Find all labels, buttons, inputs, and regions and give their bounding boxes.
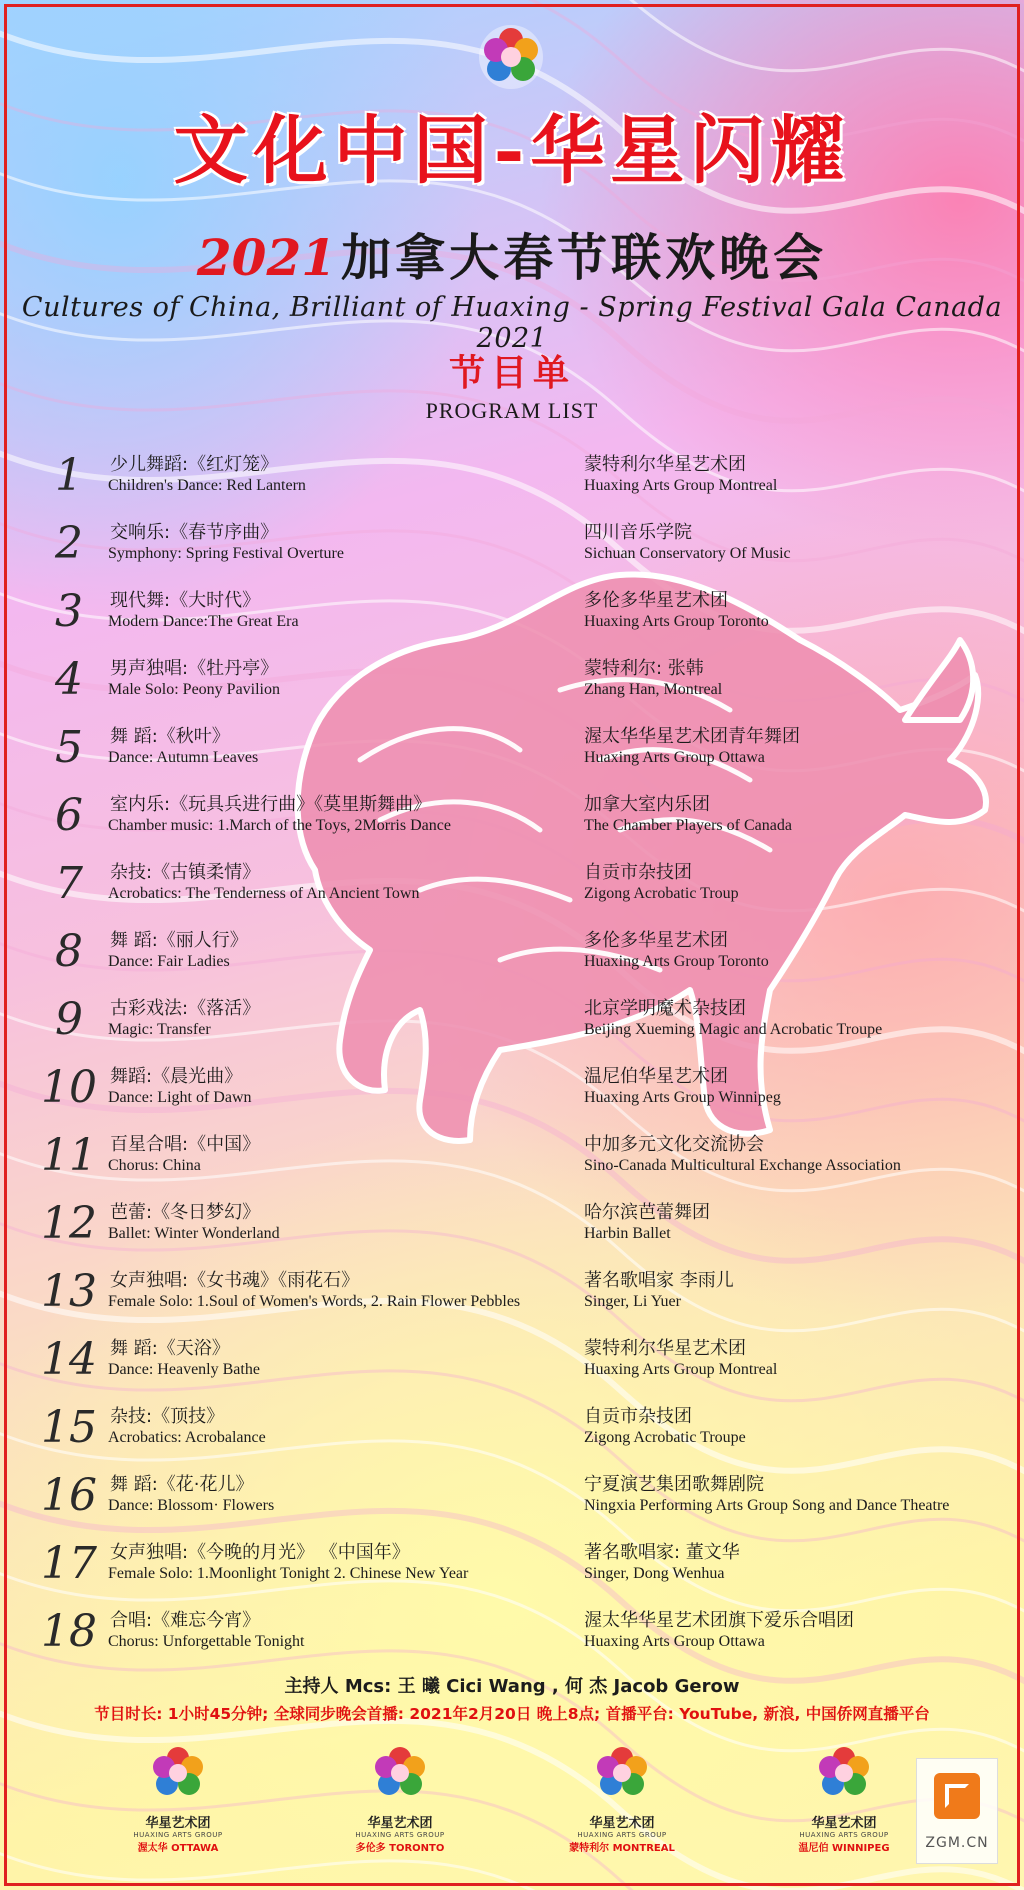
item-title-en: Dance: Light of Dawn: [108, 1089, 252, 1106]
org-subtitle: HUAXING ARTS GROUP: [799, 1831, 889, 1839]
item-title-cn: 杂技:《古镇柔情》: [110, 862, 261, 883]
watermark-text: ZGM.CN: [925, 1835, 989, 1851]
item-title-cn: 舞 蹈:《花·花儿》: [110, 1474, 254, 1495]
program-title-cn: 节目单: [448, 353, 575, 394]
item-number: 1: [55, 450, 83, 501]
item-performer-cn: 四川音乐学院: [584, 522, 692, 543]
item-number: 6: [55, 790, 83, 841]
item-performer-cn: 中加多元文化交流协会: [584, 1134, 764, 1155]
item-title-en: Dance: Autumn Leaves: [108, 749, 259, 766]
item-performer-en: Huaxing Arts Group Montreal: [584, 1361, 778, 1378]
org-city: 多伦多 TORONTO: [355, 1843, 445, 1854]
item-title-cn: 舞蹈:《晨光曲》: [110, 1066, 243, 1087]
organizer-logo: [562, 1742, 682, 1854]
item-performer-en: Huaxing Arts Group Toronto: [584, 613, 769, 630]
item-number: 12: [41, 1198, 97, 1249]
org-city: 温尼伯 WINNIPEG: [798, 1843, 890, 1854]
item-title-en: Symphony: Spring Festival Overture: [108, 545, 344, 562]
item-performer-cn: 蒙特利尔华星艺术团: [584, 454, 746, 475]
item-number: 14: [41, 1334, 97, 1385]
hosts-line: 主持人 Mcs: 王 曦 Cici Wang , 何 杰 Jacob Gerow: [284, 1676, 740, 1697]
item-performer-cn: 蒙特利尔: 张韩: [584, 658, 704, 679]
program-item: [0, 924, 1024, 984]
item-performer-en: Huaxing Arts Group Ottawa: [584, 1633, 765, 1650]
item-performer-cn: 渥太华华星艺术团旗下爱乐合唱团: [584, 1610, 854, 1631]
program-item: [0, 448, 1024, 508]
item-performer-cn: 北京学明魔术杂技团: [584, 998, 746, 1019]
item-title-en: Children's Dance: Red Lantern: [108, 477, 306, 494]
item-title-en: Modern Dance:The Great Era: [108, 613, 299, 630]
org-city: 渥太华 OTTAWA: [137, 1843, 219, 1854]
item-number: 2: [55, 518, 83, 569]
item-performer-en: The Chamber Players of Canada: [584, 817, 792, 834]
item-title-cn: 芭蕾:《冬日梦幻》: [110, 1202, 261, 1223]
item-title-cn: 舞 蹈:《秋叶》: [110, 726, 230, 747]
program-item: [0, 1264, 1024, 1324]
program-item: [0, 1604, 1024, 1664]
item-title-cn: 舞 蹈:《丽人行》: [110, 930, 248, 951]
item-title-en: Acrobatics: The Tenderness of An Ancient Town: [108, 885, 420, 902]
item-number: 7: [55, 858, 83, 909]
org-subtitle: HUAXING ARTS GROUP: [355, 1831, 445, 1839]
org-name: 华星艺术团: [589, 1816, 655, 1831]
item-title-cn: 合唱:《难忘今宵》: [110, 1610, 261, 1631]
item-title-cn: 女声独唱:《今晚的月光》 《中国年》: [110, 1542, 410, 1563]
org-city: 蒙特利尔 MONTREAL: [569, 1843, 675, 1854]
item-performer-en: Zhang Han, Montreal: [584, 681, 723, 698]
subtitle-gala: 加拿大春节联欢晚会: [341, 228, 828, 287]
item-number: 3: [55, 586, 83, 637]
item-title-cn: 室内乐:《玩具兵进行曲》《莫里斯舞曲》: [110, 794, 432, 815]
peony-flower-icon: [813, 1742, 875, 1804]
item-performer-cn: 多伦多华星艺术团: [584, 930, 728, 951]
item-performer-en: Zigong Acrobatic Troupe: [584, 1429, 746, 1446]
organizer-logo: [784, 1742, 904, 1854]
english-title: Cultures of China, Brilliant of Huaxing - Spring Festival Gala Canada 2021: [21, 292, 1003, 354]
broadcast-info: 节目时长: 1小时45分钟; 全球同步晚会首播: 2021年2月20日 晚上8点; 首播平台: YouTube, 新浪, 中国侨网直播平台: [94, 1705, 930, 1723]
item-number: 11: [41, 1130, 97, 1181]
program-item: [0, 1400, 1024, 1460]
program-item: [0, 1468, 1024, 1528]
item-title-en: Chorus: Unforgettable Tonight: [108, 1633, 305, 1650]
item-number: 15: [41, 1402, 97, 1453]
item-number: 5: [55, 722, 83, 773]
item-performer-cn: 自贡市杂技团: [584, 862, 692, 883]
program-title-en: PROGRAM LIST: [425, 398, 599, 423]
peony-flower-icon: [591, 1742, 653, 1804]
item-number: 17: [41, 1538, 97, 1589]
item-performer-cn: 哈尔滨芭蕾舞团: [584, 1202, 710, 1223]
org-subtitle: HUAXING ARTS GROUP: [577, 1831, 667, 1839]
program-item: [0, 516, 1024, 576]
main-title: 文化中国-华星闪耀: [173, 108, 851, 194]
item-number: 10: [41, 1062, 97, 1113]
item-title-cn: 现代舞:《大时代》: [110, 590, 261, 611]
program-item: [0, 856, 1024, 916]
item-title-cn: 百星合唱:《中国》: [110, 1134, 261, 1155]
item-performer-en: Zigong Acrobatic Troup: [584, 885, 739, 902]
item-title-cn: 古彩戏法:《落活》: [110, 998, 261, 1019]
item-performer-cn: 宁夏演艺集团歌舞剧院: [584, 1474, 764, 1495]
item-performer-en: Huaxing Arts Group Ottawa: [584, 749, 765, 766]
program-item: [0, 1060, 1024, 1120]
item-title-en: Dance: Fair Ladies: [108, 953, 230, 970]
item-title-en: Male Solo: Peony Pavilion: [108, 681, 280, 698]
subtitle-year: 2021: [196, 228, 337, 287]
org-subtitle: HUAXING ARTS GROUP: [133, 1831, 223, 1839]
organizer-logo: [340, 1742, 460, 1854]
program-item: [0, 992, 1024, 1052]
item-number: 9: [55, 994, 83, 1045]
peony-flower-icon: [476, 22, 546, 92]
item-number: 18: [41, 1606, 97, 1657]
item-title-en: Acrobatics: Acrobalance: [108, 1429, 266, 1446]
item-number: 8: [55, 926, 83, 977]
item-performer-en: Beijing Xueming Magic and Acrobatic Troupe: [584, 1021, 883, 1038]
item-title-en: Ballet: Winter Wonderland: [108, 1225, 280, 1242]
item-performer-en: Sino-Canada Multicultural Exchange Association: [584, 1157, 901, 1174]
item-performer-cn: 蒙特利尔华星艺术团: [584, 1338, 746, 1359]
item-title-cn: 杂技:《顶技》: [110, 1406, 225, 1427]
item-title-cn: 舞 蹈:《天浴》: [110, 1338, 230, 1359]
program-item: [0, 1536, 1024, 1596]
program-item: [0, 788, 1024, 848]
item-title-cn: 男声独唱:《牡丹亭》: [110, 658, 279, 679]
item-performer-cn: 渥太华华星艺术团青年舞团: [584, 726, 800, 747]
org-name: 华星艺术团: [811, 1816, 877, 1831]
item-title-en: Magic: Transfer: [108, 1021, 211, 1038]
item-performer-cn: 温尼伯华星艺术团: [584, 1066, 728, 1087]
item-performer-cn: 著名歌唱家: 董文华: [584, 1542, 740, 1563]
program-item: [0, 720, 1024, 780]
peony-flower-icon: [369, 1742, 431, 1804]
item-title-cn: 交响乐:《春节序曲》: [110, 522, 279, 543]
program-item: [0, 1128, 1024, 1188]
item-title-cn: 女声独唱:《女书魂》《雨花石》: [110, 1270, 360, 1291]
item-title-en: Chamber music: 1.March of the Toys, 2Morris Dance: [108, 817, 451, 834]
item-performer-cn: 加拿大室内乐团: [584, 794, 710, 815]
org-name: 华星艺术团: [367, 1816, 433, 1831]
program-item: [0, 652, 1024, 712]
item-performer-en: Huaxing Arts Group Montreal: [584, 477, 778, 494]
subtitle: [0, 218, 1024, 290]
item-title-en: Female Solo: 1.Moonlight Tonight 2. Chinese New Year: [108, 1565, 469, 1582]
item-performer-en: Huaxing Arts Group Toronto: [584, 953, 769, 970]
item-performer-en: Harbin Ballet: [584, 1225, 671, 1242]
item-number: 16: [41, 1470, 97, 1521]
item-number: 4: [55, 654, 83, 705]
item-title-en: Dance: Blossom· Flowers: [108, 1497, 275, 1514]
item-performer-cn: 著名歌唱家 李雨儿: [584, 1270, 734, 1291]
item-performer-en: Huaxing Arts Group Winnipeg: [584, 1089, 781, 1106]
program-item: [0, 584, 1024, 644]
zgm-logo-icon: [916, 1758, 998, 1864]
organizer-logo: [118, 1742, 238, 1854]
item-title-en: Chorus: China: [108, 1157, 201, 1174]
org-name: 华星艺术团: [145, 1816, 211, 1831]
item-title-en: Female Solo: 1.Soul of Women's Words, 2. Rain Flower Pebbles: [108, 1293, 521, 1310]
item-performer-en: Sichuan Conservatory Of Music: [584, 545, 791, 562]
item-performer-cn: 自贡市杂技团: [584, 1406, 692, 1427]
item-title-cn: 少儿舞蹈:《红灯笼》: [110, 454, 279, 475]
item-performer-cn: 多伦多华星艺术团: [584, 590, 728, 611]
item-performer-en: Singer, Li Yuer: [584, 1293, 681, 1310]
item-number: 13: [41, 1266, 97, 1317]
peony-flower-icon: [147, 1742, 209, 1804]
zgm-square-icon: [934, 1773, 980, 1819]
item-performer-en: Singer, Dong Wenhua: [584, 1565, 725, 1582]
item-title-en: Dance: Heavenly Bathe: [108, 1361, 260, 1378]
program-item: [0, 1332, 1024, 1392]
item-performer-en: Ningxia Performing Arts Group Song and Dance Theatre: [584, 1497, 950, 1514]
program-item: [0, 1196, 1024, 1256]
